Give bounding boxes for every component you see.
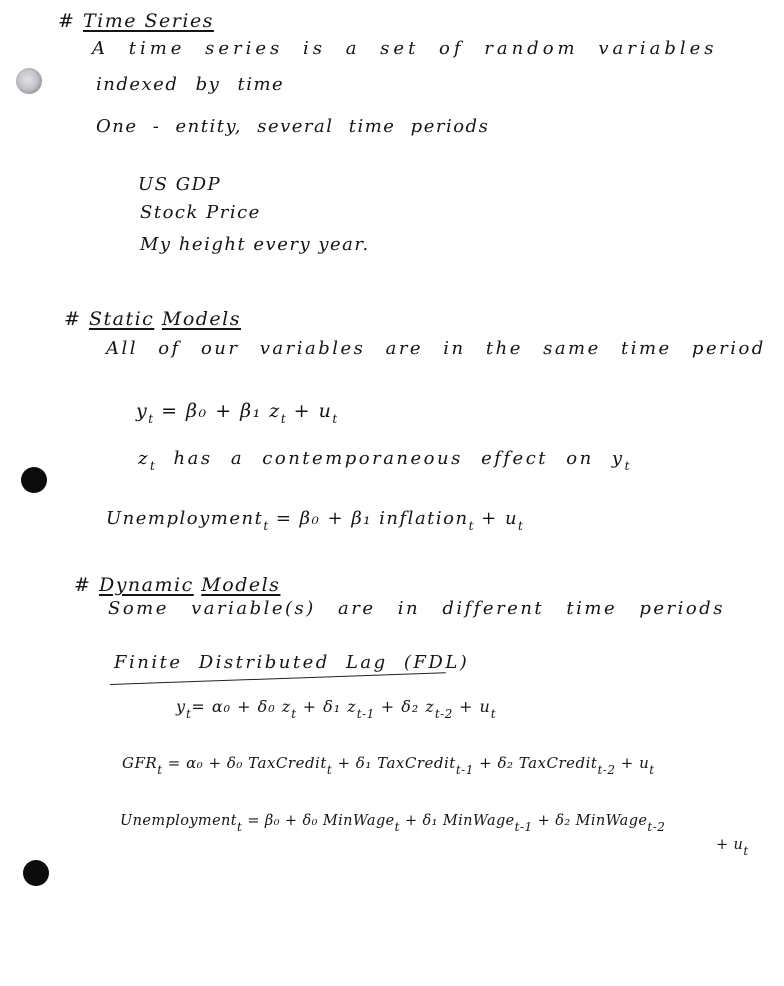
- eq-sub: t: [149, 459, 156, 473]
- eq-part: + δ₂ MinWage: [532, 813, 648, 829]
- heading-title-part-a: Static: [88, 308, 155, 330]
- time-series-heading: [58, 10, 214, 32]
- eq-sub: t: [743, 844, 749, 858]
- eq-rest: = β₀ + β₁ z: [153, 400, 281, 422]
- binder-hole-bottom: [23, 860, 49, 886]
- eq-part: + δ₁ z: [296, 697, 357, 716]
- eq-mid: = β₀ + β₁ inflation: [268, 508, 469, 529]
- time-series-definition-line-1: A time series is a set of random variables: [92, 38, 718, 59]
- time-series-definition-line-2: indexed by time: [96, 74, 285, 95]
- eq-part: = α₀ + δ₀ z: [191, 697, 292, 716]
- eq-lhs: Unemployment: [120, 813, 238, 829]
- heading-title-part-a: Dynamic: [98, 574, 194, 596]
- example-item: My height every year.: [140, 234, 370, 255]
- eq-sub: t: [263, 519, 269, 533]
- heading-hash: #: [58, 10, 76, 32]
- contemporaneous-effect-line: [138, 448, 630, 471]
- eq-y: y: [176, 697, 187, 716]
- eq-part: + δ₁ MinWage: [399, 813, 515, 829]
- eq-sub: t-1: [356, 707, 375, 721]
- eq-sub: t: [280, 412, 287, 426]
- eq-sub: t: [394, 820, 400, 834]
- eq-lhs: Unemployment: [106, 508, 264, 529]
- one-entity-line: One - entity, several time periods: [96, 116, 490, 137]
- fdl-title-underline: [110, 672, 446, 685]
- eq-part: + δ₂ z: [374, 697, 435, 716]
- eq-sub: t: [157, 763, 163, 777]
- eq-sub: t-1: [455, 763, 474, 777]
- unemployment-dynamic-equation-tail: [716, 834, 749, 856]
- static-models-heading: [64, 308, 241, 330]
- eq-z: z: [138, 448, 150, 469]
- unemployment-dynamic-equation: [120, 810, 665, 832]
- dynamic-models-heading: [74, 574, 280, 596]
- example-item: US GDP: [138, 174, 222, 195]
- example-item: Stock Price: [140, 202, 261, 223]
- eq-sub: t: [148, 412, 154, 426]
- eq-sub: t: [649, 763, 655, 777]
- eq-sub: t-2: [434, 707, 453, 721]
- eq-lhs: GFR: [122, 754, 158, 772]
- heading-title-part-b: Models: [161, 308, 241, 330]
- eq-sub: t: [186, 707, 192, 721]
- eq-part: + δ₁ TaxCredit: [332, 754, 456, 772]
- eq-sub: t-2: [647, 820, 666, 834]
- dynamic-models-description: Some variable(s) are in different time periods: [108, 598, 725, 619]
- fdl-title: Finite Distributed Lag (FDL): [114, 652, 470, 673]
- fdl-equation: [176, 696, 496, 719]
- static-models-description: All of our variables are in the same time period: [106, 338, 766, 359]
- heading-title: Time Series: [82, 10, 214, 32]
- static-model-equation: [136, 400, 338, 424]
- eq-part: + δ₂ TaxCredit: [473, 754, 598, 772]
- eq-sub: t: [332, 412, 338, 426]
- heading-title-part-b: Models: [201, 574, 281, 596]
- eq-u: + u: [473, 508, 519, 529]
- eq-sub: t: [326, 763, 333, 777]
- eq-sub: t: [291, 707, 297, 721]
- unemployment-static-equation: [106, 508, 523, 531]
- eq-part: + u: [716, 837, 744, 853]
- eq-y: y: [136, 400, 149, 422]
- eq-part: = β₀ + δ₀ MinWage: [242, 813, 395, 829]
- eq-sub: t: [518, 519, 524, 533]
- heading-hash: #: [64, 308, 82, 330]
- eq-sub: t: [468, 519, 474, 533]
- eq-sub: t: [490, 707, 497, 721]
- eq-part: + u: [615, 754, 650, 772]
- binder-hole-middle: [21, 467, 47, 493]
- effect-text: has a contemporaneous effect on y: [155, 448, 625, 469]
- eq-sub: t: [624, 459, 630, 473]
- heading-hash: #: [74, 574, 92, 596]
- eq-sub: t-2: [597, 763, 616, 777]
- eq-u: + u: [286, 400, 333, 422]
- gfr-equation: [122, 752, 655, 775]
- eq-sub: t-1: [514, 820, 533, 834]
- eq-part: + u: [452, 697, 491, 716]
- eq-sub: t: [237, 820, 243, 834]
- binder-hole-top: [16, 68, 42, 94]
- eq-part: = α₀ + δ₀ TaxCredit: [162, 754, 327, 772]
